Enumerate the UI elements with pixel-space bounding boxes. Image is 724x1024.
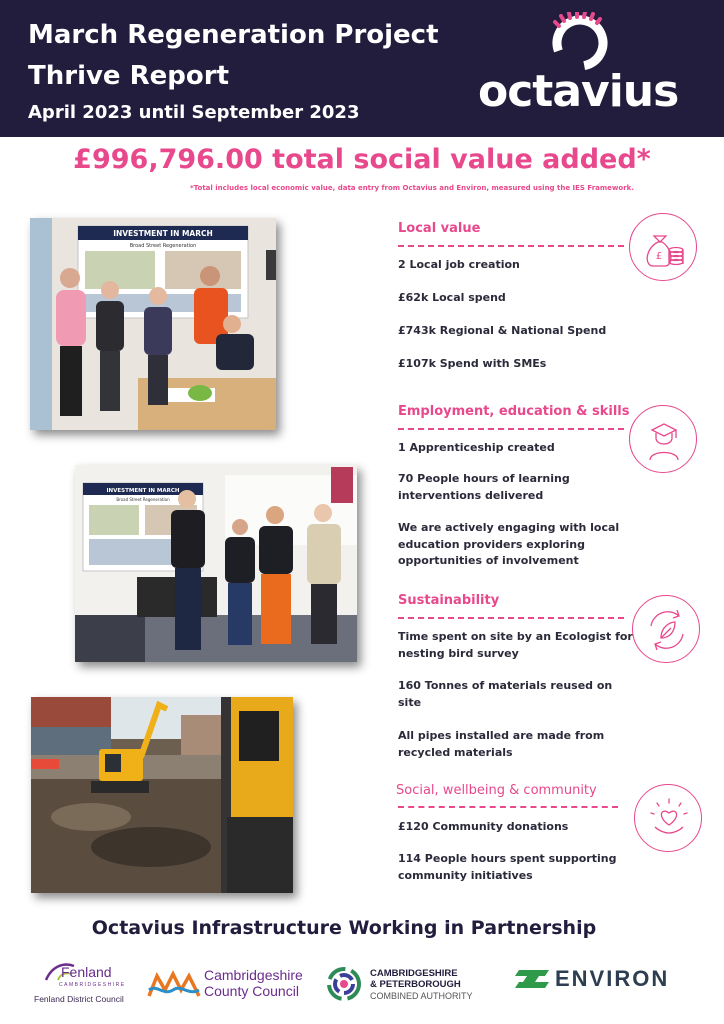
ccc-logo-icon <box>147 968 201 998</box>
heart-hand-icon <box>634 784 702 852</box>
divider <box>398 428 624 430</box>
stat-local-jobs: 2 Local job creation <box>398 258 520 271</box>
cpca-line-1: CAMBRIDGESHIRE <box>370 968 458 979</box>
recycle-leaf-icon <box>632 595 700 663</box>
fenland-logo-sub: CAMBRIDGESHIRE <box>59 982 126 988</box>
report-subtitle: Thrive Report <box>28 61 229 91</box>
stat-sme-spend: £107k Spend with SMEs <box>398 357 547 370</box>
octavius-wordmark: octavius <box>478 66 679 117</box>
svg-text:£: £ <box>655 251 663 262</box>
ccc-logo-text <box>204 967 303 999</box>
graduate-icon <box>629 405 697 473</box>
stat-community-donations: £120 Community donations <box>398 820 569 833</box>
sign-subtitle-2: Broad Street Regeneration <box>116 497 170 502</box>
stat-learning-hours: 70 People hours of learning interventions delivered <box>398 472 570 502</box>
section-title-employment: Employment, education & skills <box>398 404 630 419</box>
ccc-line-2: County Council <box>204 983 299 999</box>
octavius-logo-ring-icon <box>549 12 611 74</box>
photo-team-office <box>75 465 357 662</box>
section-title-local-value: Local value <box>398 221 481 236</box>
report-period: April 2023 until September 2023 <box>28 102 360 123</box>
cpca-logo-icon <box>323 964 365 1004</box>
fenland-logo-main: Fenland <box>61 964 112 980</box>
stat-materials-reused: 160 Tonnes of materials reused on site <box>398 679 613 709</box>
stat-local-spend: £62k Local spend <box>398 291 506 304</box>
photo-team-exhibition <box>30 218 276 430</box>
ccc-line-1: Cambridgeshire <box>204 967 303 983</box>
money-bag-coins-icon <box>629 213 697 281</box>
total-social-value: £996,796.00 total social value added* <box>73 144 651 175</box>
divider <box>398 806 618 808</box>
cpca-logo-text <box>370 968 461 990</box>
total-footnote: *Total includes local economic value, data entry from Octavius and Environ, measured using the IES Framework. <box>190 184 634 192</box>
section-title-sustainability: Sustainability <box>398 593 500 608</box>
stat-regional-spend: £743k Regional & National Spend <box>398 324 607 337</box>
stat-recycled-pipes: All pipes installed are made from recycled materials <box>398 729 605 759</box>
section-title-social: Social, wellbeing & community <box>396 783 597 798</box>
cpca-line-2: & PETERBOROUGH <box>370 979 461 990</box>
cpca-line-3: COMBINED AUTHORITY <box>370 991 473 1001</box>
report-title: March Regeneration Project <box>28 20 439 50</box>
fenland-council-name: Fenland District Council <box>34 994 124 1004</box>
partnership-heading: Octavius Infrastructure Working in Partnership <box>91 917 597 939</box>
stat-apprenticeship: 1 Apprenticeship created <box>398 441 555 454</box>
stat-community-hours: 114 People hours spent supporting community initiatives <box>398 852 617 882</box>
environ-logo-icon <box>513 968 551 990</box>
sign-title-2: INVESTMENT IN MARCH <box>106 488 180 494</box>
sign-title: INVESTMENT IN MARCH <box>113 229 213 238</box>
stat-education-engagement: We are actively engaging with local education providers exploring opportunities of involvement <box>398 521 620 567</box>
stat-ecologist-survey: Time spent on site by an Ecologist for nesting bird survey <box>398 630 633 660</box>
header-banner <box>0 0 724 137</box>
environ-logo-text: ENVIRON <box>555 966 670 991</box>
divider <box>398 245 624 247</box>
sign-subtitle: Broad Street Regeneration <box>129 243 197 249</box>
divider <box>398 617 624 619</box>
photo-construction-site <box>31 697 293 893</box>
